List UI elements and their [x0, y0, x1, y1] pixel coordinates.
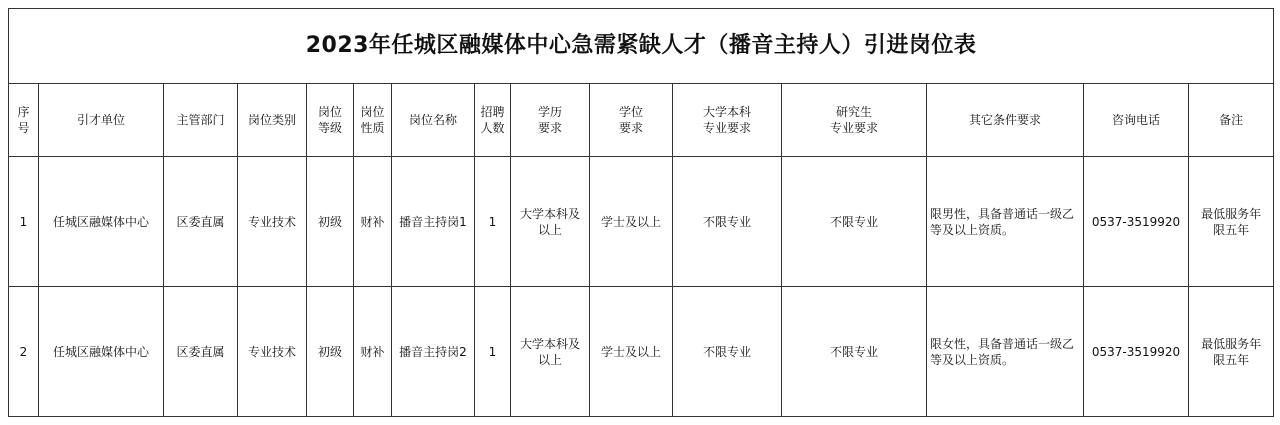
cell-phone: 0537-3519920 — [1084, 157, 1189, 287]
cell-other-requirements: 限女性，具备普通话一级乙 等及以上资质。 — [927, 287, 1084, 417]
cell-education: 大学本科及 以上 — [511, 157, 590, 287]
cell-degree: 学士及以上 — [590, 157, 673, 287]
cell-category: 专业技术 — [238, 157, 307, 287]
cell-unit: 任城区融媒体中心 — [39, 157, 164, 287]
job-table-sheet — [8, 8, 1273, 417]
header-row — [9, 84, 1274, 157]
cell-position-name: 播音主持岗2 — [392, 287, 475, 417]
header-cell-education: 学历 要求 — [511, 84, 590, 157]
cell-education: 大学本科及 以上 — [511, 287, 590, 417]
cell-level: 初级 — [307, 287, 354, 417]
cell-undergrad-major: 不限专业 — [673, 287, 782, 417]
header-cell-seq: 序号 — [9, 84, 39, 157]
cell-headcount: 1 — [475, 157, 511, 287]
header-cell-grad-major: 研究生 专业要求 — [782, 84, 927, 157]
header-cell-category: 岗位类别 — [238, 84, 307, 157]
cell-nature: 财补 — [354, 287, 392, 417]
cell-grad-major: 不限专业 — [782, 157, 927, 287]
cell-department: 区委直属 — [164, 287, 238, 417]
cell-category: 专业技术 — [238, 287, 307, 417]
cell-seq: 1 — [9, 157, 39, 287]
cell-headcount: 1 — [475, 287, 511, 417]
header-cell-nature: 岗位 性质 — [354, 84, 392, 157]
header-cell-department: 主管部门 — [164, 84, 238, 157]
table-title: 2023年任城区融媒体中心急需紧缺人才（播音主持人）引进岗位表 — [9, 9, 1274, 84]
table-row — [9, 287, 1274, 417]
cell-level: 初级 — [307, 157, 354, 287]
cell-undergrad-major: 不限专业 — [673, 157, 782, 287]
header-cell-position-name: 岗位名称 — [392, 84, 475, 157]
header-cell-headcount: 招聘 人数 — [475, 84, 511, 157]
header-cell-undergrad-major: 大学本科 专业要求 — [673, 84, 782, 157]
job-position-table — [8, 8, 1274, 417]
cell-position-name: 播音主持岗1 — [392, 157, 475, 287]
header-cell-phone: 咨询电话 — [1084, 84, 1189, 157]
cell-remarks: 最低服务年 限五年 — [1189, 157, 1274, 287]
cell-department: 区委直属 — [164, 157, 238, 287]
header-cell-level: 岗位 等级 — [307, 84, 354, 157]
header-cell-remarks: 备注 — [1189, 84, 1274, 157]
cell-unit: 任城区融媒体中心 — [39, 287, 164, 417]
cell-grad-major: 不限专业 — [782, 287, 927, 417]
header-cell-degree: 学位 要求 — [590, 84, 673, 157]
cell-seq: 2 — [9, 287, 39, 417]
header-cell-other-requirements: 其它条件要求 — [927, 84, 1084, 157]
cell-other-requirements: 限男性，具备普通话一级乙 等及以上资质。 — [927, 157, 1084, 287]
header-cell-unit: 引才单位 — [39, 84, 164, 157]
cell-phone: 0537-3519920 — [1084, 287, 1189, 417]
cell-nature: 财补 — [354, 157, 392, 287]
cell-degree: 学士及以上 — [590, 287, 673, 417]
cell-remarks: 最低服务年 限五年 — [1189, 287, 1274, 417]
table-row — [9, 157, 1274, 287]
